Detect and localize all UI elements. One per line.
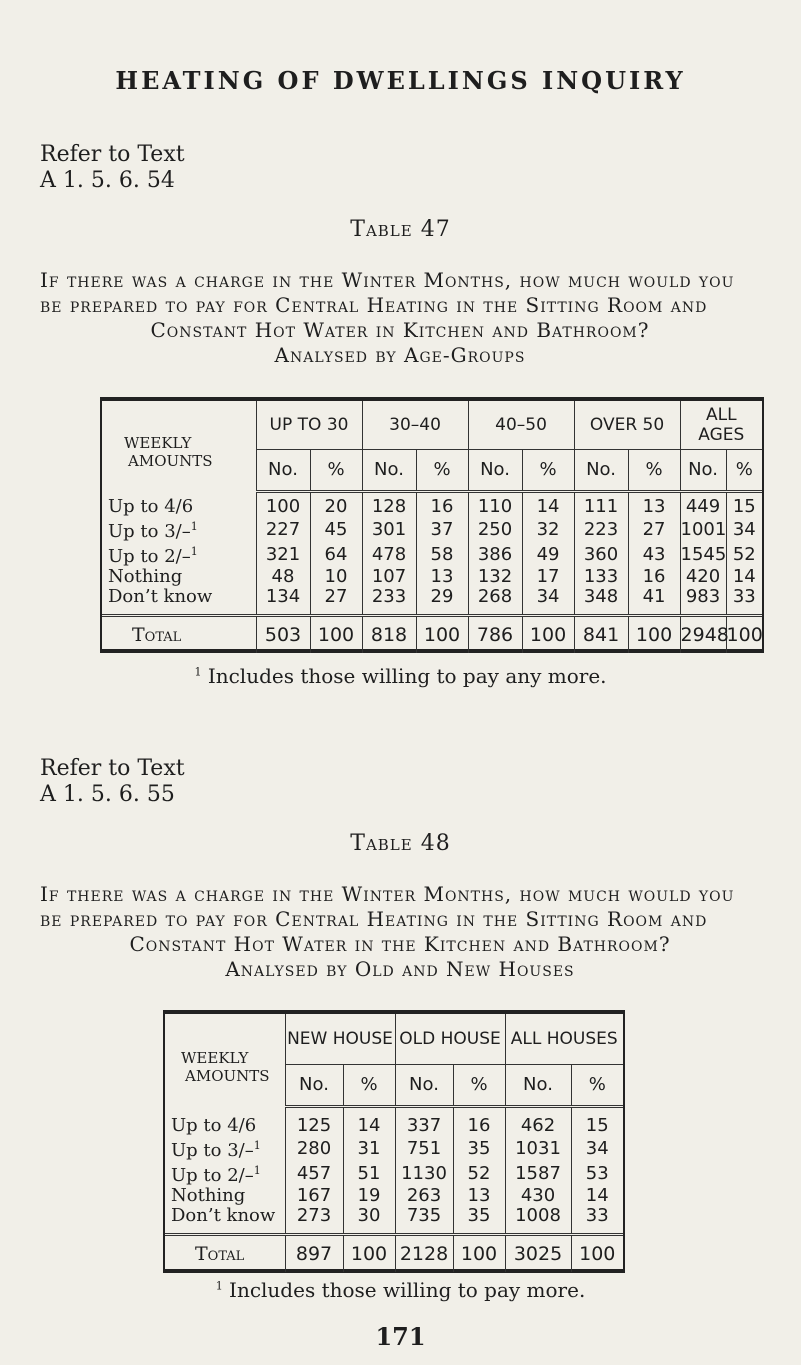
ref-label: Refer to Text — [40, 142, 185, 167]
cell: 132 — [468, 567, 522, 587]
footnote-text: Includes those willing to pay any more. — [207, 664, 607, 688]
row-header-cell — [165, 1014, 285, 1106]
cell: 786 — [468, 615, 522, 653]
cell: 337 — [395, 1116, 453, 1136]
table-47 — [102, 401, 762, 653]
group-header: UP TO 30 — [256, 401, 362, 449]
cell: 273 — [285, 1206, 343, 1226]
table-47-question — [40, 268, 760, 368]
table-row — [165, 1136, 623, 1161]
group-header: ALL HOUSES — [505, 1014, 623, 1064]
total-label: Total — [165, 1234, 285, 1272]
question-line: If there was a charge in the Winter Months, how much would you — [40, 882, 735, 906]
col-no: No. — [362, 449, 416, 491]
table-48-question — [40, 882, 760, 982]
cell: 15 — [726, 497, 762, 517]
cell: 13 — [416, 567, 468, 587]
cell: 27 — [310, 587, 362, 607]
col-pct: % — [571, 1064, 623, 1106]
col-pct: % — [310, 449, 362, 491]
table-row — [165, 1161, 623, 1186]
cell: 19 — [343, 1186, 395, 1206]
cell: 1031 — [505, 1136, 571, 1161]
col-pct: % — [522, 449, 574, 491]
col-no: No. — [395, 1064, 453, 1106]
table-row — [165, 1116, 623, 1136]
cell: 462 — [505, 1116, 571, 1136]
cell: 35 — [453, 1136, 505, 1161]
cell: 14 — [726, 567, 762, 587]
cell: 1545 — [680, 542, 726, 567]
question-line: Constant Hot Water in Kitchen and Bathroom? — [150, 318, 650, 342]
cell: 14 — [343, 1116, 395, 1136]
cell: 348 — [574, 587, 628, 607]
cell: 17 — [522, 567, 574, 587]
question-line: be prepared to pay for Central Heating in the Sitting Room and — [40, 907, 708, 931]
footnote-marker: 1 — [194, 665, 202, 679]
col-pct: % — [628, 449, 680, 491]
cell: 13 — [628, 497, 680, 517]
cell: 321 — [256, 542, 310, 567]
cell: 32 — [522, 517, 574, 542]
cell: 386 — [468, 542, 522, 567]
cell: 1008 — [505, 1206, 571, 1226]
cell: 34 — [571, 1136, 623, 1161]
cell: 360 — [574, 542, 628, 567]
cell: 51 — [343, 1161, 395, 1186]
cell: 14 — [522, 497, 574, 517]
col-no: No. — [285, 1064, 343, 1106]
ref-code: A 1. 5. 6. 54 — [40, 168, 175, 193]
cell: 167 — [285, 1186, 343, 1206]
cell: 263 — [395, 1186, 453, 1206]
row-label: Nothing — [171, 1185, 246, 1206]
cell: 1001 — [680, 517, 726, 542]
cell: 134 — [256, 587, 310, 607]
cell: 1587 — [505, 1161, 571, 1186]
row-label: Up to 4/6 — [171, 1115, 257, 1136]
table-row — [165, 1186, 623, 1206]
question-line: If there was a charge in the Winter Months, how much would you — [40, 268, 735, 292]
cell: 897 — [285, 1234, 343, 1272]
cell: 43 — [628, 542, 680, 567]
row-header-amounts: AMOUNTS — [128, 452, 213, 470]
cell: 125 — [285, 1116, 343, 1136]
col-no: No. — [256, 449, 310, 491]
cell: 10 — [310, 567, 362, 587]
cell: 2948 — [680, 615, 726, 653]
table-row — [102, 567, 762, 587]
cell: 280 — [285, 1136, 343, 1161]
row-label: Up to 3/–$^1$ — [108, 520, 198, 542]
cell: 111 — [574, 497, 628, 517]
cell: 457 — [285, 1161, 343, 1186]
total-row — [165, 1234, 623, 1272]
cell: 983 — [680, 587, 726, 607]
col-pct: % — [726, 449, 762, 491]
cell: 100 — [453, 1234, 505, 1272]
ref-label: Refer to Text — [40, 756, 185, 781]
table-47-frame — [100, 397, 764, 653]
question-line: Constant Hot Water in the Kitchen and Bathroom? — [129, 932, 671, 956]
table-48-label: Table 48 — [350, 831, 451, 856]
table-row — [102, 497, 762, 517]
cell: 735 — [395, 1206, 453, 1226]
cell: 100 — [256, 497, 310, 517]
col-no: No. — [505, 1064, 571, 1106]
cell: 420 — [680, 567, 726, 587]
cell: 41 — [628, 587, 680, 607]
col-no: No. — [574, 449, 628, 491]
total-label: Total — [102, 615, 256, 653]
row-label: Nothing — [108, 566, 183, 587]
row-header-weekly: WEEKLY — [124, 434, 192, 452]
row-label: Don’t know — [108, 586, 213, 607]
page-number: 171 — [375, 1322, 426, 1351]
question-subtitle: Analysed by Age-Groups — [274, 343, 526, 367]
cell: 16 — [453, 1116, 505, 1136]
cell: 478 — [362, 542, 416, 567]
cell: 751 — [395, 1136, 453, 1161]
cell: 48 — [256, 567, 310, 587]
col-pct: % — [416, 449, 468, 491]
cell: 301 — [362, 517, 416, 542]
row-header-weekly: WEEKLY — [181, 1049, 249, 1067]
cell: 1130 — [395, 1161, 453, 1186]
cell: 35 — [453, 1206, 505, 1226]
row-label: Up to 2/–$^1$ — [108, 545, 198, 567]
table-47-footnote — [0, 664, 801, 688]
table-47-label: Table 47 — [350, 217, 451, 242]
cell: 100 — [571, 1234, 623, 1272]
total-row — [102, 615, 762, 653]
cell: 133 — [574, 567, 628, 587]
cell: 49 — [522, 542, 574, 567]
col-pct: % — [343, 1064, 395, 1106]
table-row — [165, 1206, 623, 1226]
row-label: Up to 2/–$^1$ — [171, 1164, 261, 1186]
cell: 30 — [343, 1206, 395, 1226]
group-header: 40–50 — [468, 401, 574, 449]
cell: 100 — [416, 615, 468, 653]
cell: 29 — [416, 587, 468, 607]
cell: 16 — [628, 567, 680, 587]
row-label: Up to 3/–$^1$ — [171, 1139, 261, 1161]
cell: 430 — [505, 1186, 571, 1206]
group-header: OLD HOUSE — [395, 1014, 505, 1064]
cell: 64 — [310, 542, 362, 567]
table-row — [102, 517, 762, 542]
table-48-frame — [163, 1010, 625, 1273]
cell: 268 — [468, 587, 522, 607]
cell: 503 — [256, 615, 310, 653]
group-header: OVER 50 — [574, 401, 680, 449]
cell: 233 — [362, 587, 416, 607]
cell: 53 — [571, 1161, 623, 1186]
cell: 100 — [628, 615, 680, 653]
cell: 27 — [628, 517, 680, 542]
col-pct: % — [453, 1064, 505, 1106]
table-48 — [165, 1014, 623, 1272]
cell: 13 — [453, 1186, 505, 1206]
cell: 14 — [571, 1186, 623, 1206]
ref-code: A 1. 5. 6. 55 — [40, 782, 175, 807]
table-row — [102, 587, 762, 607]
cell: 34 — [522, 587, 574, 607]
group-header: 30–40 — [362, 401, 468, 449]
row-header-cell — [102, 401, 256, 491]
cell: 100 — [310, 615, 362, 653]
cell: 52 — [453, 1161, 505, 1186]
cell: 2128 — [395, 1234, 453, 1272]
cell: 250 — [468, 517, 522, 542]
cell: 45 — [310, 517, 362, 542]
cell: 33 — [571, 1206, 623, 1226]
table-row — [102, 542, 762, 567]
group-header: NEW HOUSE — [285, 1014, 395, 1064]
col-no: No. — [468, 449, 522, 491]
group-header: ALL AGES — [680, 401, 762, 449]
cell: 100 — [726, 615, 762, 653]
table-48-footnote — [0, 1278, 801, 1302]
page-header: HEATING OF DWELLINGS INQUIRY — [115, 66, 686, 95]
text-reference-47 — [40, 142, 185, 194]
cell: 20 — [310, 497, 362, 517]
cell: 227 — [256, 517, 310, 542]
footnote-text: Includes those willing to pay more. — [229, 1278, 586, 1302]
cell: 58 — [416, 542, 468, 567]
question-subtitle: Analysed by Old and New Houses — [225, 957, 575, 981]
question-line: be prepared to pay for Central Heating in the Sitting Room and — [40, 293, 708, 317]
cell: 31 — [343, 1136, 395, 1161]
col-no: No. — [680, 449, 726, 491]
cell: 3025 — [505, 1234, 571, 1272]
cell: 110 — [468, 497, 522, 517]
cell: 52 — [726, 542, 762, 567]
cell: 100 — [522, 615, 574, 653]
row-header-amounts: AMOUNTS — [185, 1067, 270, 1085]
cell: 818 — [362, 615, 416, 653]
cell: 223 — [574, 517, 628, 542]
row-label: Don’t know — [171, 1205, 276, 1226]
row-label: Up to 4/6 — [108, 496, 194, 517]
cell: 841 — [574, 615, 628, 653]
cell: 449 — [680, 497, 726, 517]
cell: 37 — [416, 517, 468, 542]
footnote-marker: 1 — [215, 1279, 223, 1293]
cell: 33 — [726, 587, 762, 607]
cell: 107 — [362, 567, 416, 587]
cell: 34 — [726, 517, 762, 542]
cell: 128 — [362, 497, 416, 517]
cell: 100 — [343, 1234, 395, 1272]
text-reference-48 — [40, 756, 185, 808]
cell: 15 — [571, 1116, 623, 1136]
cell: 16 — [416, 497, 468, 517]
